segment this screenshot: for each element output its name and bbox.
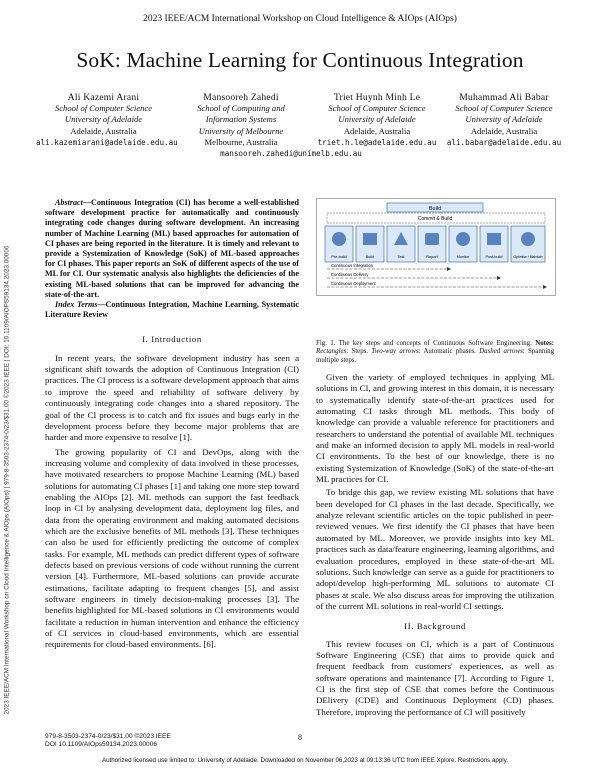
figure-stage-icon: [456, 232, 470, 246]
figure-caption-notes: : Automatic phases.: [418, 348, 480, 356]
figure-caption-notes-label: Notes:: [535, 340, 554, 347]
figure-arrowhead: [543, 285, 547, 289]
figure-arrowhead: [497, 276, 501, 280]
footer-isbn: 979-8-3503-2374-0/23/$31.00 ©2023 IEEE: [45, 733, 171, 740]
license-notice: Authorized licensed use limited to: University of Adelaide. Downloaded on November 06,2023 at 09:13:36 UTC from IEEE Xplore. Restrictions apply.: [101, 757, 509, 764]
figure-arrowhead: [447, 267, 451, 271]
author-affiliation: University of Adelaide: [338, 114, 416, 125]
author-affiliation: School of Computer Science: [54, 103, 153, 114]
figure-stage-label: Optimise / Maintain: [513, 255, 543, 259]
figure-stage-icon: [425, 233, 439, 245]
figure-stage-label: Test: [397, 255, 405, 259]
page-number: 8: [298, 733, 302, 742]
figure-stage-label: Build: [365, 255, 375, 259]
author-affiliation: Information Systems: [205, 114, 277, 125]
figure-1: [316, 198, 556, 296]
figure-caption-main: Fig. 1. The key steps and concepts of Continuous Software Engineering.: [316, 340, 532, 347]
right-paragraph-1: Given the variety of employed techniques in applying ML solutions in CI, and growing interest in this domain, it is necessary to systematically identify state-of-the-art practices used for automating CI tasks through ML methods. This body of knowledge can provide a valuable reference for practitioners and researchers to understand the potential of available ML techniques and make an informed decision to apply ML models in real-world CI environments. To the best of our knowledge, there is no existing Systemization of Knowledge (SoK) of the state-of-the-art ML practices for CI.: [316, 372, 554, 485]
figure-commit-label: Commit & Build: [417, 216, 453, 222]
author-block-2: [176, 92, 306, 148]
author-name: Triet Huynh Minh Le: [333, 92, 421, 103]
intro-paragraph-1: In recent years, the software development industry has seen a significant shift towards the adoption of Continuous Integration (CI) practices. The CI process is a software development approach that aims to improve the speed and reliability of software delivery by continuously integrating code changes into a shared repository. The goal of the CI process is to catch and fix issues and bugs early in the development process before they become major problems that are harder and more expensive to resolve [1].: [45, 352, 299, 443]
figure-caption-notes: Rectangles: [316, 348, 347, 356]
author-name: Muhammad Ali Babar: [459, 92, 549, 103]
right-column: [316, 372, 554, 718]
figure-stage-icon: [521, 232, 535, 246]
author-name: Mansooreh Zahedi: [203, 92, 279, 103]
author-name: Ali Kazemi Arani: [67, 92, 140, 103]
footer-doi: DOI 10.1109/AIOps59134.2023.00006: [45, 741, 158, 748]
author-location: Adelaide, Australia: [343, 125, 411, 136]
author-location: Melbourne, Australia: [204, 136, 278, 147]
author-block-4: [440, 92, 568, 148]
section-heading-introduction: I. Introduction: [142, 334, 202, 345]
abstract: [45, 198, 299, 320]
figure-stage-label: Monitor: [456, 255, 470, 259]
intro-paragraph-2: The growing popularity of CI and DevOps, along with the increasing volume and complexity of data involved in these processes, have motivated researchers to propose Machine Learning (ML) based solutions for automating CI phases [1] and taking one more step toward enabling the AIOps [2]. ML methods can support the fast feedback loop in CI by analysing development data, deployment log files, and data from the operating environment and making automated decisions which are the exclusive benefits of ML methods [3]. These techniques can also be used for efficiently predicting the outcome of complex tasks. For example, ML methods can predict different types of software defects based on previous versions of code without running the current version [4]. Furthermore, ML-based solutions can provide accurate estimations, facilitate adapting to frequent changes [5], and assist software engineers in timely decision-making processes [3]. The benefits highlighted for ML-based solutions in CI environments would facilitate a reduction in human intervention and enhance the efficiency of CI services in cloud-based environments, which are essential requirements for cloud-based environments. [6].: [45, 446, 299, 650]
paper-title: SoK: Machine Learning for Continuous Integration: [76, 48, 524, 72]
figure-stage-group: [325, 226, 545, 262]
figure-caption-notes: Two-way arrows: [371, 348, 419, 356]
figure-stage-icon: [332, 232, 346, 246]
index-terms-label: Index Terms: [55, 300, 98, 310]
author-affiliation: University of Adelaide: [465, 114, 543, 125]
author-email: ali.kazemiarani@adelaide.edu.au: [36, 137, 178, 147]
abstract-label: Abstract: [55, 198, 83, 207]
index-terms-text: —Continuous Integration, Machine Learning, Systematic Literature Review: [45, 300, 299, 320]
side-identifier: [2, 190, 12, 770]
author-email: triet.h.le@adelaide.edu.au: [317, 137, 437, 147]
figure-caption-notes: Dashed arrows: [479, 348, 523, 356]
author-email: ali.babar@adelaide.edu.au: [446, 137, 562, 147]
right-paragraph-2: To bridge this gap, we review existing ML solutions that have been developed for CI phases in the last decade. Specifically, we analyze relevant scientific articles on the topic published in peer-reviewed venues. We first identify the CI phases that have been automated by ML. Moreover, we provide insights into key ML practices such as data/feature engineering, learning algorithms, and evaluation procedures, employed in these state-of-the-art ML solutions. Such knowledge can serve as a guide for practitioners to adopt/develop high-performing ML solutions to automate CI phases at scale. We also discuss areas for improving the utilization of the current ML solutions in real-world CI settings.: [316, 487, 554, 611]
figure-caption-notes: : Steps.: [346, 348, 372, 356]
author-block-3: [312, 92, 442, 148]
figure-stage-label: Pre-build: [331, 255, 347, 259]
figure-caption: [316, 340, 554, 365]
author-email-2-wrap: [160, 148, 422, 159]
section-heading-background: II. Background: [404, 621, 466, 632]
author-block-1: [36, 92, 178, 148]
figure-arrow-label: Continuous Deployment: [331, 281, 376, 286]
side-identifier-text: 2023 IEEE/ACM International Workshop on Cloud Intelligence & AIOps (AIOps) | 979-8-3503-2374-0/23/$31.00 ©2023 IEEE | DOI: 10.1109/AIOPS59134.2023.00006: [3, 245, 11, 715]
author-affiliation: University of Adelaide: [64, 114, 143, 125]
figure-1-diagram: [317, 199, 555, 295]
figure-stage-icon: [363, 233, 377, 245]
author-location: Adelaide, Australia: [470, 125, 538, 136]
author-affiliation: School of Computer Science: [455, 103, 553, 114]
author-affiliation: School of Computing and: [197, 103, 285, 114]
author-location: Adelaide, Australia: [70, 125, 137, 136]
figure-build-label: Build: [428, 206, 442, 212]
conference-header: 2023 IEEE/ACM International Workshop on Cloud Intelligence & AIOps (AIOps): [143, 14, 457, 24]
author-affiliation: University of Melbourne: [198, 125, 284, 136]
figure-arrow-label: Continuous Integration: [331, 263, 374, 268]
author-email: mansooreh.zahedi@unimelb.edu.au: [220, 149, 362, 158]
figure-arrow-label: Continuous Delivery: [331, 272, 369, 277]
left-column: [45, 198, 299, 651]
figure-stage-icon: [487, 233, 501, 245]
figure-caption-notes: : Spanning multiple steps.: [316, 348, 555, 364]
footer-left: [45, 733, 245, 749]
background-paragraph: This review focuses on CI, which is a part of Continuous Software Engineering (CSE) that aims to provide quick and frequent feedback from customers' experiences, as well as software operations and maintenance [7]. According to Figure 1, CI is the first step of CSE that comes before the Continuous DElivery (CDE) and Continuous Deployment (CD) phases. Therefore, improving the performance of CI will positively: [316, 638, 554, 717]
author-affiliation: School of Computer Science: [328, 103, 426, 114]
figure-stage-label: Post-build: [485, 255, 503, 259]
figure-stage-label: Report: [426, 255, 438, 259]
abstract-text: —Continuous Integration (CI) has become a well-established software development practice for automatically and continuously integrating code changes during software development. An increasing number of Machine Learning (ML) based approaches for automation of CI phases are being reported in the literature. It is timely and relevant to provide a Systemization of Knowledge (SoK) of ML-based approaches for CI phases. This paper reports an SoK of different aspects of the use of ML for CI. Our systematic analysis also highlights the deficiencies of the existing ML-based solutions that can be improved for advancing the state-of-the-art.: [45, 198, 299, 299]
